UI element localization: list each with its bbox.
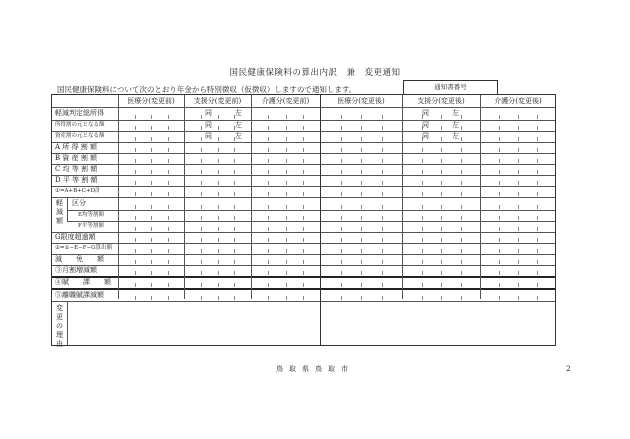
header-after-care: 介護分(変更後) (494, 97, 542, 105)
header-before-support: 支援分(変更前) (193, 97, 242, 105)
row-label: 資産割の元となる額 (55, 133, 105, 139)
same-as-left: 同 左 (422, 109, 467, 117)
row-label: ①=A+B+C+D計 (55, 188, 101, 194)
notice-number-box (403, 80, 498, 95)
reduction-label: 軽 減 額 (56, 199, 63, 225)
header-before-medical: 医療分(変更前) (127, 97, 175, 105)
row-label: 区分 (72, 199, 86, 207)
row-label: E均等割額 (78, 212, 105, 218)
row-label: 減 免 額 (55, 255, 104, 263)
footer-city: 鳥取県鳥取市 (276, 365, 354, 373)
same-as-left: 同 左 (422, 121, 467, 129)
row-label: A 所 得 割 額 (55, 143, 97, 151)
document-title: 国民健康保険料の算出内訳 兼 変更通知 (229, 68, 401, 78)
notice-number-label: 通知書番号 (434, 83, 467, 91)
row-label: F平等割額 (78, 223, 104, 229)
row-label: B 資 産 割 額 (55, 154, 98, 162)
row-label: C 均 等 割 額 (55, 165, 98, 173)
row-label: ⑤離職賦課減額 (55, 291, 104, 299)
row-label: G限度超過額 (55, 233, 96, 241)
intro-text: 国民健康保険料について次のとおり年金から特別徴収（仮徴収）しますので通知します。 (57, 85, 357, 94)
row-label: 所得割の元となる額 (55, 122, 105, 128)
same-as-left: 同 左 (205, 121, 250, 129)
row-label: D 平 等 割 額 (55, 176, 98, 184)
same-as-left: 同 左 (205, 109, 250, 117)
header-after-medical: 医療分(変更後) (337, 97, 385, 105)
row-label: ④賦 課 額 (55, 278, 111, 286)
same-as-left: 同 左 (205, 132, 250, 140)
header-before-care: 介護分(変更前) (261, 97, 310, 105)
page-number: 2 (566, 364, 571, 373)
row-label: 軽減判定総所得 (55, 109, 104, 117)
row-label: ③月割増減額 (55, 266, 97, 274)
reason-label: 変 更 の 理 由 (56, 304, 63, 348)
same-as-left: 同 左 (422, 132, 467, 140)
calculation-table (51, 94, 556, 346)
row-label: ②=①−E−F−G算出額 (55, 245, 113, 251)
header-after-support: 支援分(変更後) (417, 97, 465, 105)
